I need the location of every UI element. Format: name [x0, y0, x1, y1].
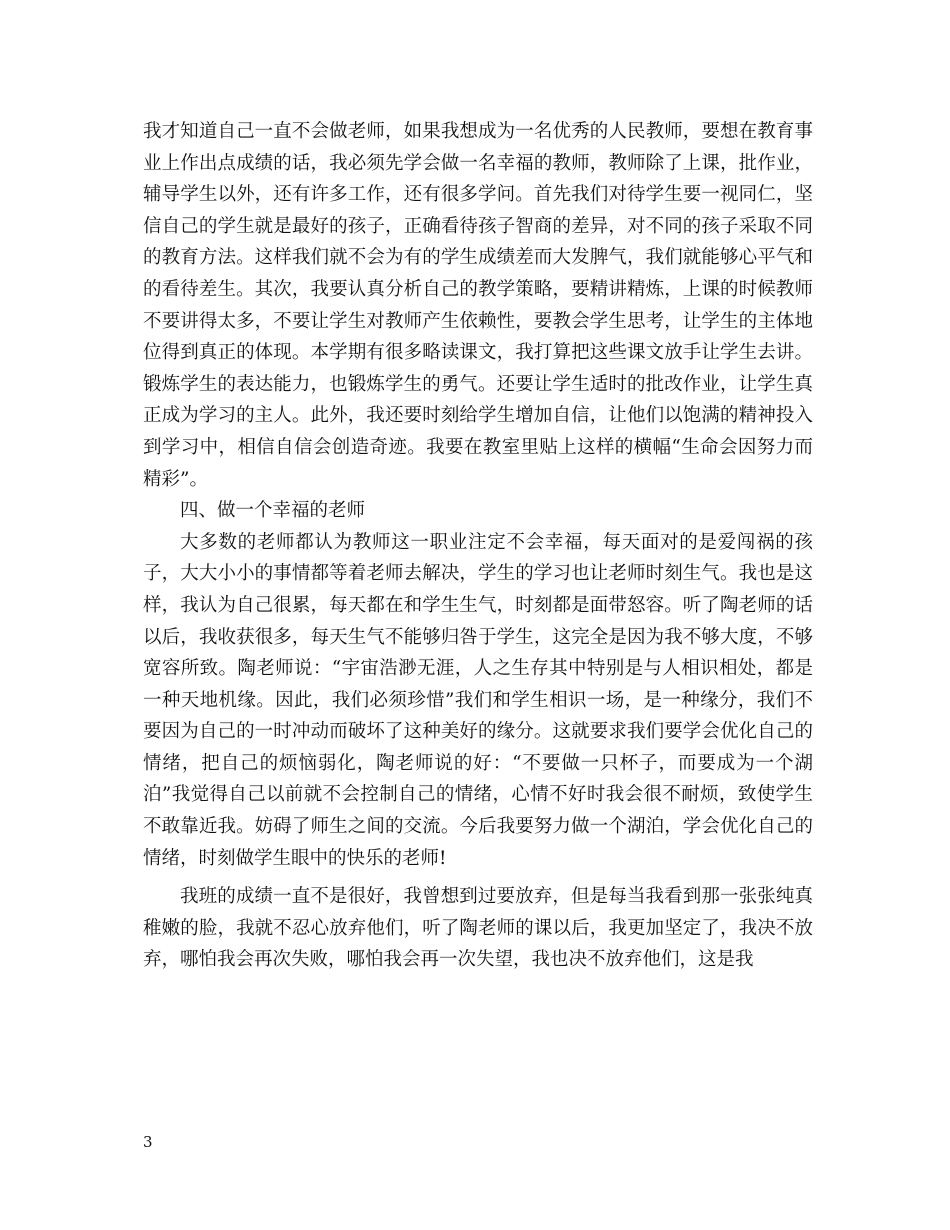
- paragraph-2: 大多数的老师都认为教师这一职业注定不会幸福，每天面对的是爱闯祸的孩子，大大小小的事情都等着老师去解决，学生的学习也让老师时刻生气。我也是这样，我认为自己很累，每天都在和学生生气，时刻都是面带怒容。听了陶老师的话以后，我收获很多，每天生气不能够归咎于学生，这完全是因为我不够大度，不够宽容所致。陶老师说：“宇宙浩渺无涯，人之生存其中特别是与人相识相处，都是一种天地机缘。因此，我们必须珍惜”我们和学生相识一场，是一种缘分，我们不要因为自己的一时冲动而破坏了这种美好的缘分。这就要求我们要学会优化自己的情绪，把自己的烦恼弱化，陶老师说的好：“不要做一只杯子，而要成为一个湖泊”我觉得自己以前就不会控制自己的情绪，心情不好时我会很不耐烦，致使学生不敢靠近我。妨碍了师生之间的交流。今后我要努力做一个湖泊，学会优化自己的情绪，时刻做学生眼中的快乐的老师!: [143, 531, 813, 869]
- paragraph-3: 我班的成绩一直不是很好，我曾想到过要放弃，但是每当我看到那一张张纯真稚嫩的脸，我就不忍心放弃他们，听了陶老师的课以后，我更加坚定了，我决不放弃，哪怕我会再次失败，哪怕我会再一次失望，我也决不放弃他们，这是我: [143, 886, 813, 971]
- page-number: 3: [143, 1133, 153, 1151]
- paragraph-1: 我才知道自己一直不会做老师，如果我想成为一名优秀的人民教师，要想在教育事业上作出点成绩的话，我必须先学会做一名幸福的教师，教师除了上课，批作业，辅导学生以外，还有许多工作，还有很多学问。首先我们对待学生要一视同仁，坚信自己的学生就是最好的孩子，正确看待孩子智商的差异，对不同的孩子采取不同的教育方法。这样我们就不会为有的学生成绩差而大发脾气，我们就能够心平气和的看待差生。其次，我要认真分析自己的教学策略，要精讲精炼，上课的时候教师不要讲得太多，不要让学生对教师产生依赖性，要教会学生思考，让学生的主体地位得到真正的体现。本学期有很多略读课文，我打算把这些课文放手让学生去讲。锻炼学生的表达能力，也锻炼学生的勇气。还要让学生适时的批改作业，让学生真正成为学习的主人。此外，我还要时刻给学生增加自信，让他们以饱满的精神投入到学习中，相信自信会创造奇迹。我要在教室里贴上这样的横幅“生命会因努力而精彩”。: [143, 121, 813, 490]
- document-body: [143, 116, 813, 976]
- section-heading: 四、做一个幸福的老师: [180, 500, 366, 522]
